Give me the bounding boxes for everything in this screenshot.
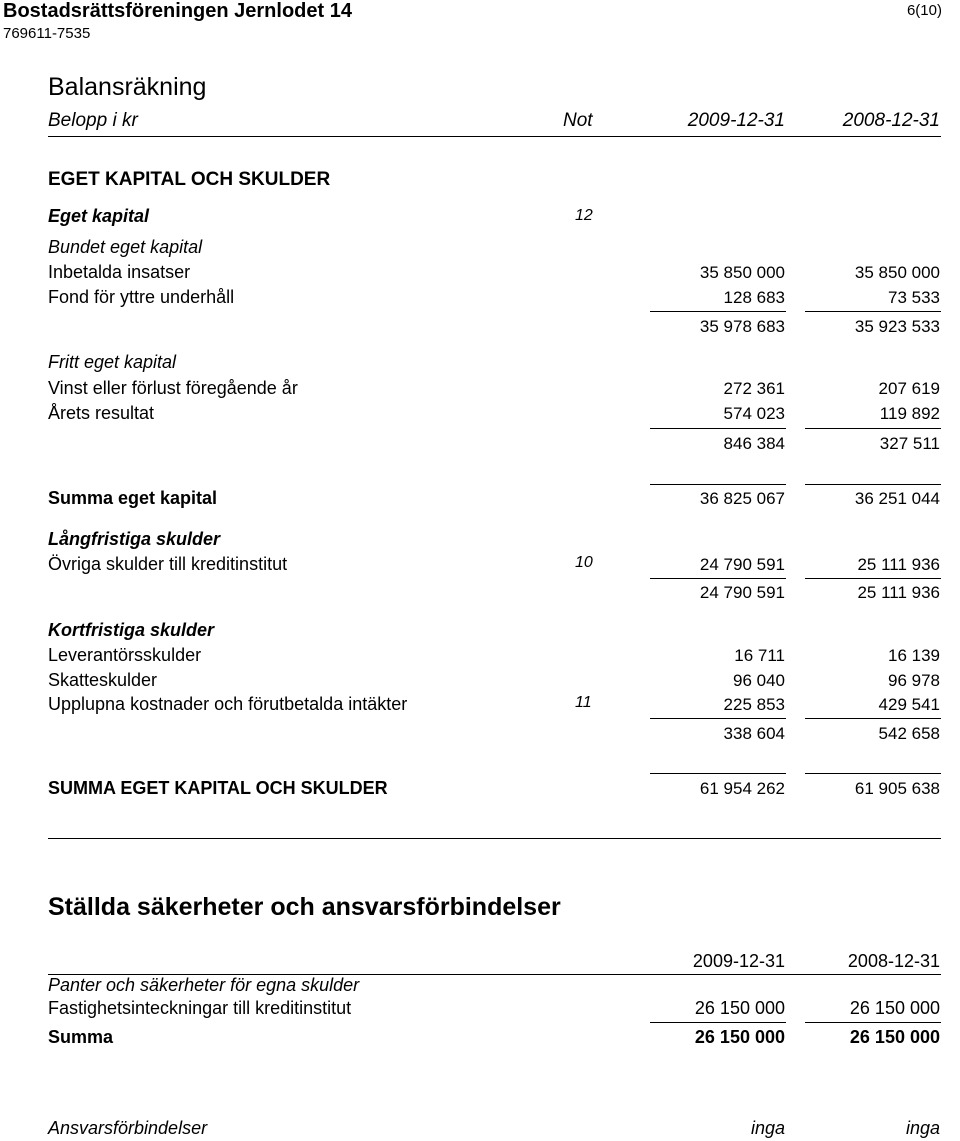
section-divider [48, 838, 941, 839]
eget-kapital-note: 12 [575, 207, 593, 224]
row-value-2008: 96 978 [888, 671, 940, 690]
summa-total-label: SUMMA EGET KAPITAL OCH SKULDER [48, 778, 388, 798]
subtotal-2009: 24 790 591 [699, 583, 785, 602]
summa-total-2008: 61 905 638 [854, 779, 940, 798]
subtotal-2008: 25 111 936 [857, 583, 940, 602]
organization-number: 769611-7535 [3, 25, 91, 42]
summa-eget-2008: 36 251 044 [854, 489, 940, 508]
row-value-2008: 207 619 [878, 379, 940, 398]
pledges-header-2009: 2009-12-31 [692, 951, 785, 971]
column-header-not: Not [563, 110, 593, 131]
row-value-2008: 16 139 [888, 646, 940, 665]
header-rule [48, 136, 941, 137]
column-header-2008: 2008-12-31 [842, 110, 940, 131]
row-note: 10 [575, 554, 593, 571]
total-rule [650, 484, 786, 485]
organization-name: Bostadsrättsföreningen Jernlodet 14 [3, 0, 352, 22]
row-value-2008: 429 541 [878, 695, 940, 714]
row-value-2008: 119 892 [879, 404, 940, 423]
total-rule [805, 484, 941, 485]
pledges-header-2008: 2008-12-31 [847, 951, 940, 971]
page-number: 6(10) [906, 2, 942, 19]
row-value-2009: 35 850 000 [699, 263, 785, 282]
column-header-amount: Belopp i kr [48, 110, 138, 131]
sum-rule [805, 718, 941, 719]
bundet-label: Bundet eget kapital [48, 237, 203, 257]
row-label: Skatteskulder [48, 670, 158, 690]
column-header-2009: 2009-12-31 [687, 110, 785, 131]
row-note: 11 [575, 694, 592, 711]
subtotal-2008: 542 658 [878, 724, 940, 743]
row-value-2009: 24 790 591 [699, 555, 785, 574]
row-label: Leverantörsskulder [48, 645, 202, 665]
ansvar-2009: inga [750, 1118, 785, 1138]
pledges-summa-label: Summa [48, 1027, 114, 1047]
pledges-title: Ställda säkerheter och ansvarsförbindelser [48, 893, 561, 921]
sum-rule [650, 718, 786, 719]
row-value-2008: 25 111 936 [857, 555, 940, 574]
row-value-2008: 35 850 000 [854, 263, 940, 282]
ansvar-label: Ansvarsförbindelser [48, 1118, 208, 1138]
sum-rule [805, 1022, 941, 1023]
row-value-2009: 272 361 [723, 379, 785, 398]
sum-rule [650, 578, 786, 579]
row-label: Vinst eller förlust föregående år [48, 378, 298, 398]
eget-kapital-label: Eget kapital [48, 206, 150, 226]
subtotal-2009: 338 604 [723, 724, 785, 743]
sum-rule [650, 1022, 786, 1023]
pledges-summa-2008: 26 150 000 [849, 1027, 940, 1047]
row-value-2009: 16 711 [734, 646, 785, 665]
pledges-row-2009: 26 150 000 [694, 998, 785, 1018]
subtotal-2008: 35 923 533 [854, 317, 940, 336]
subtotal-2008: 327 511 [879, 434, 940, 453]
row-label: Inbetalda insatser [48, 262, 191, 282]
subtotal-2009: 35 978 683 [699, 317, 785, 336]
row-value-2009: 574 023 [723, 404, 785, 423]
ansvar-2008: inga [905, 1118, 940, 1138]
row-label: Årets resultat [48, 403, 155, 423]
row-value-2009: 128 683 [723, 288, 785, 307]
pledges-row-label: Fastighetsinteckningar till kreditinstitut [48, 998, 352, 1018]
sum-rule [805, 578, 941, 579]
sum-rule [650, 311, 786, 312]
total-rule [805, 773, 941, 774]
row-value-2009: 96 040 [733, 671, 785, 690]
pledges-row-2008: 26 150 000 [849, 998, 940, 1018]
total-rule [650, 773, 786, 774]
row-label: Övriga skulder till kreditinstitut [48, 554, 288, 574]
fritt-label: Fritt eget kapital [48, 352, 177, 372]
langfristiga-label: Långfristiga skulder [48, 529, 221, 549]
summa-eget-2009: 36 825 067 [699, 489, 785, 508]
pledges-group-label: Panter och säkerheter för egna skulder [48, 975, 360, 995]
row-value-2009: 225 853 [723, 695, 785, 714]
row-label: Upplupna kostnader och förutbetalda intäkter [48, 694, 408, 714]
pledges-summa-2009: 26 150 000 [694, 1027, 785, 1047]
sum-rule [650, 428, 786, 429]
page-title: Balansräkning [48, 73, 207, 101]
sum-rule [805, 428, 941, 429]
sum-rule [805, 311, 941, 312]
section-heading: EGET KAPITAL OCH SKULDER [48, 169, 331, 190]
summa-total-2009: 61 954 262 [699, 779, 785, 798]
row-label: Fond för yttre underhåll [48, 287, 235, 307]
kortfristiga-label: Kortfristiga skulder [48, 620, 215, 640]
subtotal-2009: 846 384 [723, 434, 785, 453]
row-value-2008: 73 533 [888, 288, 940, 307]
summa-eget-label: Summa eget kapital [48, 488, 218, 508]
